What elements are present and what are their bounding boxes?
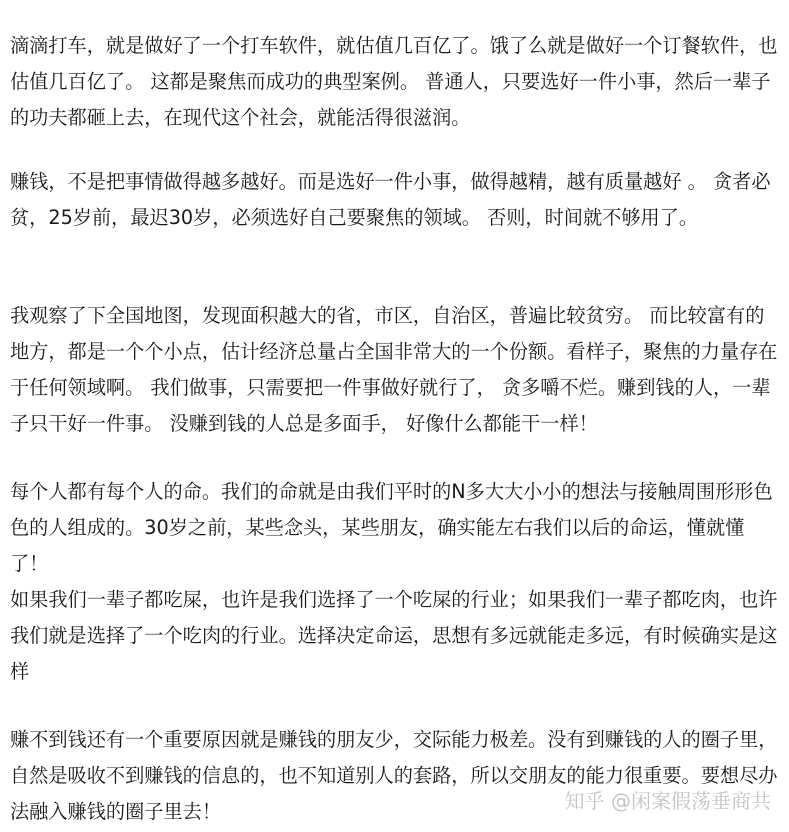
zhihu-watermark: 知乎 @闲案假荡垂商共 bbox=[564, 789, 771, 813]
paragraph-spacer bbox=[10, 442, 782, 474]
paragraph-3: 我观察了下全国地图，发现面积越大的省，市区，自治区，普遍比较贫穷。 而比较富有的地方，都是一个个小点，估计经济总量占全国非常大的一个份额。看样子，聚焦的力量存在于任何领域啊。 我们做事，只需要把一件事做好就行了， 贪多嚼不烂。赚到钱的人，一辈子只干好一件事。 没赚到钱的人总是多面手， 好像什么都能干一样！ bbox=[10, 304, 778, 435]
paragraph-1: 滴滴打车，就是做好了一个打车软件，就估值几百亿了。饿了么就是做好一个订餐软件，也估值几百亿了。 这都是聚焦而成功的典型案例。 普通人，只要选好一件小事，然后一辈子的功夫都砸上去，在现代这个社会，就能活得很滋润。 bbox=[10, 34, 778, 129]
paragraph-4: 每个人都有每个人的命。我们的命就是由我们平时的N多大大小小的想法与接触周围形形色色的人组成的。30岁之前，某些念头，某些朋友，确实能左右我们以后的命运，懂就懂了！ 如果我们一辈子都吃屎，也许是我们选择了一个吃屎的行业；如果我们一辈子都吃肉，也许我们就是选择了一个吃肉的行业。选择决定命运，思想有多远就能走多远，有时候确实是这样 bbox=[10, 480, 778, 683]
article-body bbox=[10, 28, 782, 830]
paragraph-5: 赚不到钱还有一个重要原因就是赚钱的朋友少，交际能力极差。没有到赚钱的人的圈子里，自然是吸收不到赚钱的信息的，也不知道别人的套路，所以交朋友的能力很重要。要想尽办法融入赚钱的圈子里去！ bbox=[10, 728, 778, 823]
paragraph-2: 赚钱，不是把事情做得越多越好。而是选好一件小事，做得越精，越有质量越好 。 贪者必贫，25岁前，最迟30岁，必须选好自己要聚焦的领域。 否则，时间就不够用了。 bbox=[10, 170, 771, 229]
paragraph-spacer bbox=[10, 690, 782, 722]
paragraph-spacer bbox=[10, 236, 782, 298]
paragraph-spacer bbox=[10, 136, 782, 164]
